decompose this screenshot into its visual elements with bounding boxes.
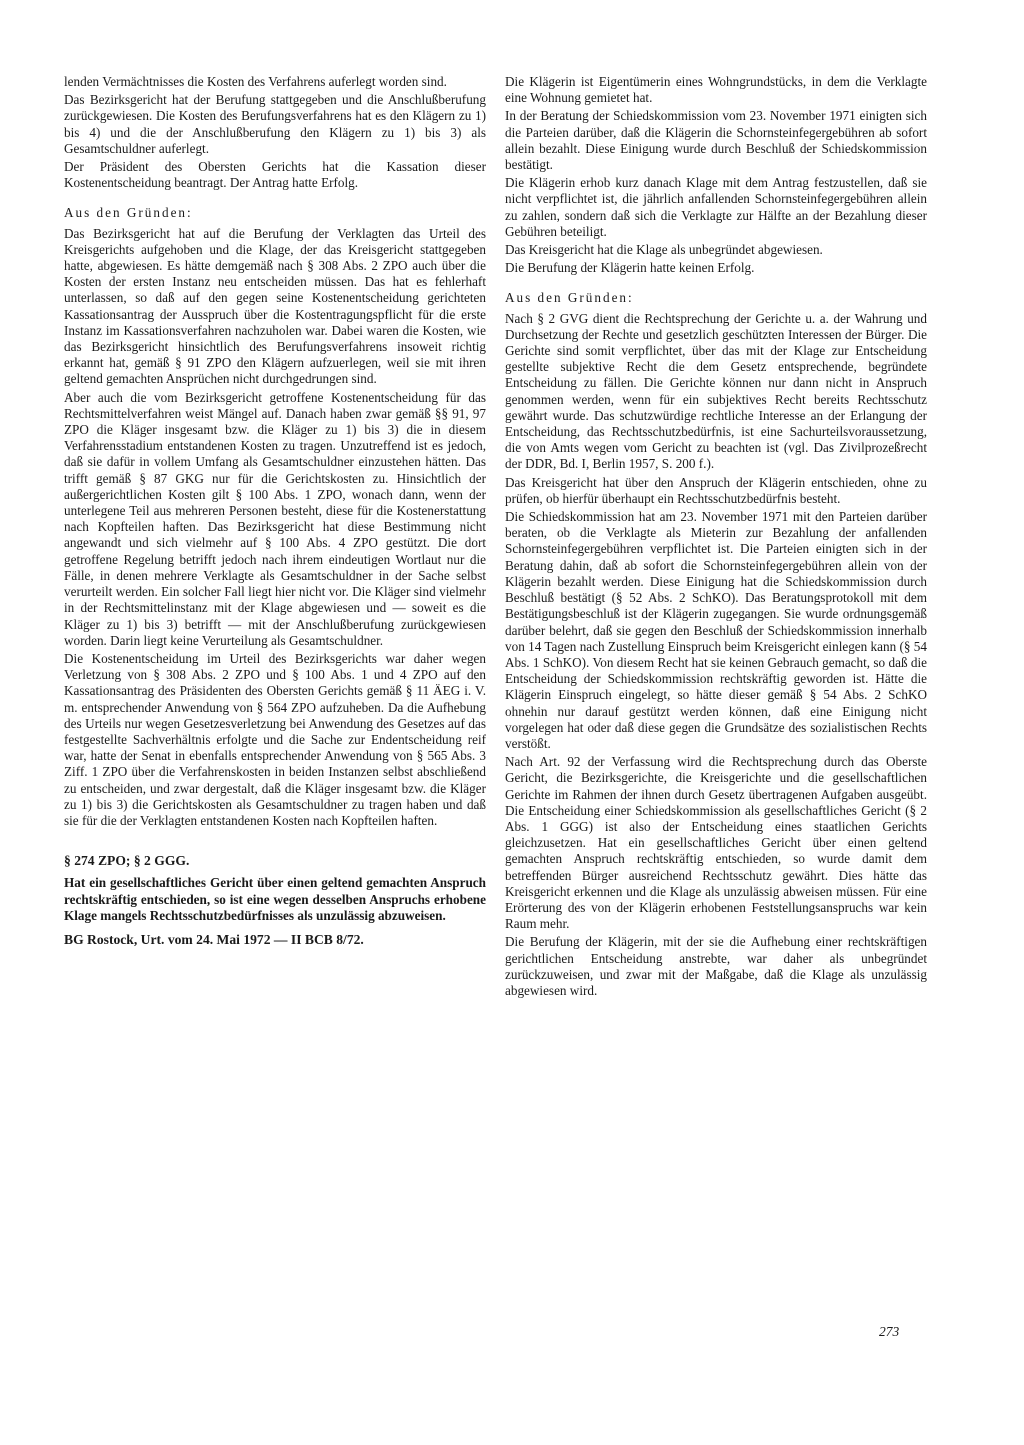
paragraph: Die Schiedskommission hat am 23. November 1971 mit den Parteien darüber beraten, ob die Verklagte als Mieterin zur Bezahlung der anfallenden Schornsteinfegergebühren verpflichtet ist. Die Parteien einigten sich in der Beratung dahin, daß ab sofort die Schornsteinfegergebühren allein von der Klägerin bezahlt werden. Diese Einigung hat die Schiedskommission durch Beschluß bestätigt (§ 52 Abs. 2 SchKO). Das Beratungsprotokoll mit dem Bestätigungsbeschluß ist der Klägerin zugegangen. Sie wurde ordnungsgemäß darüber belehrt, daß sie gegen den Beschluß der Schiedskommission innerhalb von 14 Tagen nach Zustellung Einspruch beim Kreisgericht einlegen kann (§ 54 Abs. 1 SchKO). Von diesem Recht hat sie keinen Gebrauch gemacht, so daß die Entscheidung der Schiedskommission rechtskräftig geworden ist. Hätte die Klägerin Einspruch eingelegt, so hätte dieser gemäß § 54 Abs. 2 SchKO ohnehin nur darauf gestützt werden können, daß eine Einigung nicht vorgelegen hat oder daß diese gegen die Grundsätze des sozialistischen Rechts verstößt.	[505, 509, 927, 751]
headnote-reference: § 274 ZPO; § 2 GGG.	[64, 853, 190, 869]
paragraph: Die Klägerin ist Eigentümerin eines Wohngrundstücks, in dem die Verklagte eine Wohnung gemietet hat.	[505, 74, 927, 106]
paragraph: Die Klägerin erhob kurz danach Klage mit dem Antrag festzustellen, daß sie nicht verpflichtet ist, die jährlich anfallenden Schornsteinfegergebühren allein zu zahlen, sondern daß sich die Verklagte zur Hälfte an der Bezahlung dieser Gebühren beteiligt.	[505, 175, 927, 239]
paragraph: Das Bezirksgericht hat auf die Berufung der Verklagten das Urteil des Kreisgerichts aufgehoben und die Klage, der das Kreisgericht stattgegeben hatte, abgewiesen. Es hätte demgemäß nach § 308 Abs. 2 ZPO auch über die Kosten der ersten Instanz neu entscheiden müssen. Das hat es fehlerhaft unterlassen, so daß auf den gegen seine Kostenentscheidung gerichteten Kassationsantrag der Ausspruch über die Kostentragungspflicht für die erste Instanz im Kassationsverfahren nachzuholen war. Dabei waren die Kosten, wie das Bezirksgericht hinsichtlich des Berufungsverfahrens insoweit richtig erkannt hat, gemäß § 91 ZPO den Klägern aufzuerlegen, weil sie mit ihren geltend gemachten Ansprüchen nicht durchgedrungen sind.	[64, 225, 486, 387]
section-heading: Aus den Gründen:	[505, 290, 634, 306]
paragraph: Das Bezirksgericht hat der Berufung stattgegeben und die Anschlußberufung zurückgewiesen. Die Kosten des Berufungsverfahrens hat es den Klägern zu 1) bis 4) und die der Anschlußberufung den Klägern zu 1) bis 3) als Gesamtschuldner auferlegt.	[64, 92, 486, 156]
paragraph: Die Berufung der Klägerin, mit der sie die Aufhebung einer rechtskräftigen gerichtlichen Entscheidung anstrebte, war daher als unbegründet zurückzuweisen, und zwar mit der Maßgabe, daß die Klage als unzulässig abgewiesen wird.	[505, 934, 927, 998]
paragraph: Das Kreisgericht hat über den Anspruch der Klägerin entschieden, ohne zu prüfen, ob hierfür überhaupt ein Rechtsschutzbedürfnis besteht.	[505, 474, 927, 506]
section-heading: Aus den Gründen:	[64, 205, 193, 221]
paragraph: Der Präsident des Obersten Gerichts hat die Kassation dieser Kostenentscheidung beantragt. Der Antrag hatte Erfolg.	[64, 159, 486, 191]
paragraph: Nach § 2 GVG dient die Rechtsprechung der Gerichte u. a. der Wahrung und Durchsetzung der Rechte und gesetzlich geschützten Interessen der Bürger. Die Gerichte sind somit verpflichtet, über das mit der Klage zur Entscheidung gestellte subjektive Recht die dem Gesetz entsprechende, begründete Entscheidung zu fällen. Die Gerichte können nur dann nicht in Anspruch genommen werden, wenn für ein subjektives Recht bereits Rechtsschutz gewährt wurde. Das schutzwürdige rechtliche Interesse an der Erlangung der Entscheidung, das Rechtsschutzbedürfnis, ist eine Sachurteilsvoraussetzung, die von Amts wegen vom Gericht zu beachten ist (vgl. Das Zivilprozeßrecht der DDR, Bd. I, Berlin 1957, S. 200 f.).	[505, 310, 927, 472]
right-column	[505, 74, 927, 999]
paragraph: Nach Art. 92 der Verfassung wird die Rechtsprechung durch das Oberste Gericht, die Bezirksgerichte, die Kreisgerichte und die gesellschaftlichen Gerichte im Rahmen der ihnen durch Gesetz übertragenen Aufgaben ausgeübt. Die Entscheidung einer Schiedskommission als gesellschaftliches Gericht (§ 2 Abs. 1 GGG) ist also der Entscheidung eines staatlichen Gerichts gleichzusetzen. Hat ein gesellschaftliches Gericht über einen geltend gemachten Anspruch rechtskräftig entschieden, so wurde damit dem betreffenden Bürger ausreichend Rechtsschutz gewährt. Dies hätte das Kreisgericht erkennen und die Klage als unzulässig abweisen müssen. Für eine Erörterung des von der Klägerin erhobenen Feststellungsanspruchs war kein Raum mehr.	[505, 754, 927, 932]
paragraph: In der Beratung der Schiedskommission vom 23. November 1971 einigten sich die Parteien darüber, daß die Klägerin die Schornsteinfegergebühren ab sofort allein bezahlt. Diese Einigung wurde durch Beschluß der Schiedskommission bestätigt.	[505, 108, 927, 173]
paragraph: lenden Vermächtnisses die Kosten des Verfahrens auferlegt worden sind.	[64, 74, 447, 89]
page-number: 273	[879, 1324, 900, 1339]
paragraph: Das Kreisgericht hat die Klage als unbegründet abgewiesen.	[505, 242, 823, 258]
left-column	[64, 74, 486, 948]
paragraph: Die Kostenentscheidung im Urteil des Bezirksgerichts war daher wegen Verletzung von § 308 Abs. 2 ZPO und § 100 Abs. 1 und 4 ZPO auf den Kassationsantrag des Präsidenten des Obersten Gerichts gemäß § 11 ÄEG i. V. m. entsprechender Anwendung von § 564 ZPO aufzuheben. Da die Aufhebung des Urteils nur wegen Gesetzesverletzung bei Anwendung des Gesetzes auf das festgestellte Sachverhältnis erfolgte und die Sache zur Endentscheidung reif war, hatte der Senat in ebenfalls entsprechender Anwendung von § 565 Abs. 3 Ziff. 1 ZPO über die Verfahrenskosten in beiden Instanzen selbst abschließend zu entscheiden, und zwar dergestalt, daß die Kläger insgesamt bzw. die Kläger zu 1) bis 3) die Gerichtskosten als Gesamtschuldner zu tragen haben und daß sie für die der Verklagten entstandenen Kosten nach Kopfteilen haften.	[64, 650, 486, 828]
paragraph: Aber auch die vom Bezirksgericht getroffene Kostenentscheidung für das Rechtsmittelverfahren weist Mängel auf. Danach haben zwar gemäß §§ 91, 97 ZPO die Kläger insgesamt bzw. die Kläger zu 1) bis 3) die in diesem Verfahrensstadium entstandenen Kosten zu tragen. Unzutreffend ist es jedoch, daß sie dafür in vollem Umfang als Gesamtschuldner einzustehen hätten. Das trifft gemäß § 87 GKG nur für die Gerichtskosten zu. Hinsichtlich der außergerichtlichen Kosten gilt § 100 Abs. 1 ZPO, wonach dann, wenn der unterlegene Teil aus mehreren Personen besteht, diese für die Kostenerstattung nach Kopfteilen haften. Das Bezirksgericht hat diese Bestimmung nicht angewandt und sich vielmehr auf § 100 Abs. 4 ZPO gestützt. Die dort getroffene Regelung betrifft jedoch nach ihrem eindeutigen Wortlaut nur die Fälle, in denen mehrere Verklagte als Gesamtschuldner in der Sache selbst verurteilt werden. Ein solcher Fall liegt hier nicht vor. Die Kläger sind vielmehr in der Rechtsmittelinstanz mit der Klage abgewiesen und — soweit es die Kläger zu 1) bis 3) betrifft — mit der Anschlußberufung zurückgewiesen worden. Darin liegt keine Verurteilung als Gesamtschuldner.	[64, 389, 486, 648]
case-citation: BG Rostock, Urt. vom 24. Mai 1972 — II BCB 8/72.	[64, 931, 364, 947]
paragraph: Die Berufung der Klägerin hatte keinen Erfolg.	[505, 260, 755, 276]
headnote: Hat ein gesellschaftliches Gericht über einen geltend gemachten Anspruch rechtskräftig entschieden, so ist eine wegen desselben Anspruchs erhobene Klage mangels Rechtsschutzbedürfnisses als unzulässig abzuweisen.	[64, 875, 486, 923]
